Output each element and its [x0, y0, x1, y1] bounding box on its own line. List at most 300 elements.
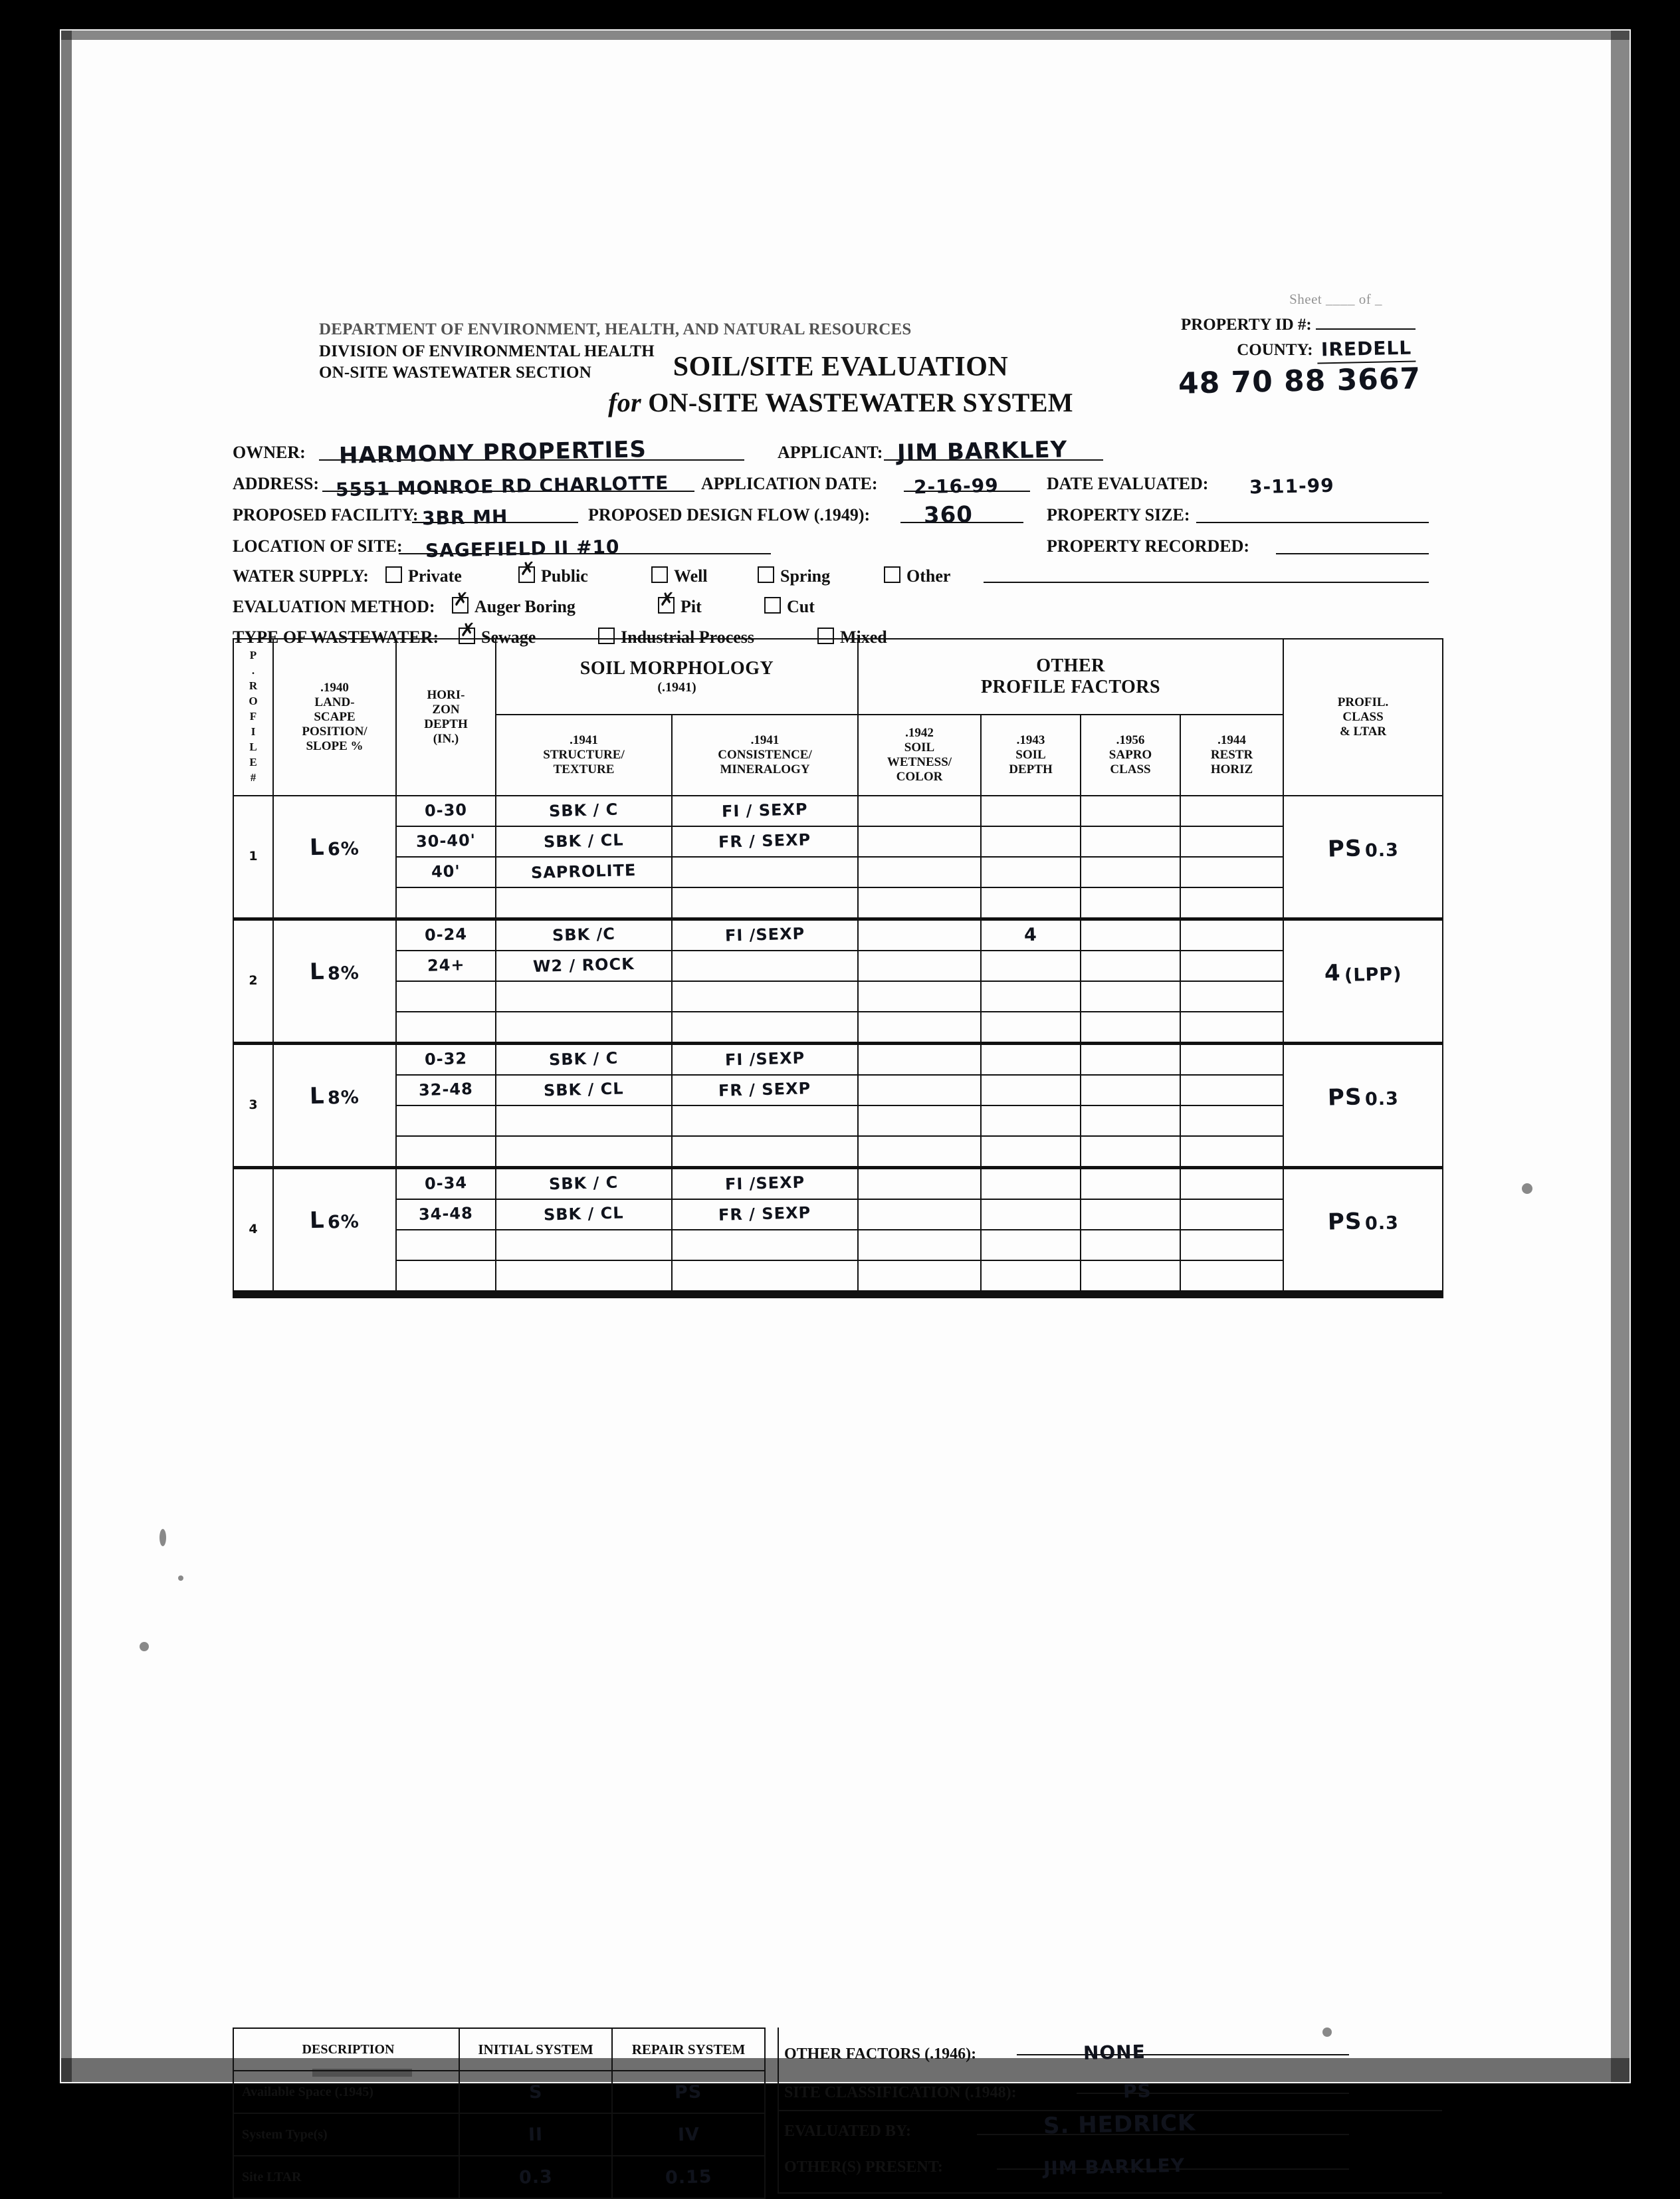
evaluation-method-option-cut[interactable]: [764, 597, 815, 617]
table-row: [233, 1044, 1443, 1076]
evaluated-by-value[interactable]: S. HEDRICK: [1043, 2109, 1196, 2140]
consistence-l3: MINERALOGY: [720, 762, 810, 776]
group-soil-morphology-title: SOIL MORPHOLOGY: [579, 658, 774, 679]
sapro-cell[interactable]: [1081, 1136, 1180, 1168]
address-value[interactable]: 5551 MONROE RD CHARLOTTE: [335, 471, 669, 501]
soildepth-cell[interactable]: [981, 796, 1081, 826]
horizon-depth-cell[interactable]: [396, 1105, 496, 1136]
wetness-cell[interactable]: [858, 1230, 981, 1260]
wetness-cell[interactable]: [858, 1105, 981, 1136]
property-recorded-underline: [1276, 531, 1429, 554]
summary-divider-bottom: [778, 2192, 1442, 2194]
structure-cell[interactable]: [496, 826, 672, 857]
sapro-cell[interactable]: [1081, 1012, 1180, 1044]
structure-value: SBK / CL: [543, 1203, 625, 1224]
restr-cell[interactable]: [1180, 1199, 1283, 1230]
structure-value: SBK / C: [548, 1048, 619, 1070]
horizon-depth-value: 34-48: [418, 1204, 474, 1224]
property-size-underline: [1196, 500, 1429, 523]
table-row: [233, 826, 1443, 857]
structure-cell[interactable]: [496, 981, 672, 1012]
label-spring: Spring: [780, 566, 831, 586]
consistence-value: FI /SEXP: [724, 924, 805, 945]
sapro-cell[interactable]: [1081, 826, 1180, 857]
structure-value: SBK / CL: [543, 1079, 625, 1100]
wetness-cell[interactable]: [858, 951, 981, 981]
col-profile-header: [233, 639, 273, 796]
wetness-cell[interactable]: [858, 1136, 981, 1168]
wetness-l2: SOIL: [904, 741, 935, 755]
evaluation-method-row: [233, 593, 1449, 624]
summary-repair-cell[interactable]: [612, 2113, 765, 2156]
applicant-value[interactable]: JIM BARKLEY: [896, 436, 1068, 467]
sapro-cell[interactable]: [1081, 951, 1180, 981]
horizon-depth-value: 40': [431, 862, 461, 881]
wetness-cell[interactable]: [858, 1168, 981, 1200]
horizon-l3: DEPTH: [424, 717, 468, 731]
soildepth-l3: DEPTH: [1009, 762, 1053, 776]
consistence-value: FR / SEXP: [718, 1079, 811, 1101]
group-other-sub: PROFILE FACTORS: [980, 677, 1161, 697]
sapro-l2: SAPRO: [1108, 748, 1152, 762]
sapro-cell[interactable]: [1081, 796, 1180, 826]
table-row: [233, 1260, 1443, 1294]
structure-cell[interactable]: [496, 919, 672, 951]
other-factors-row: [778, 2027, 1442, 2066]
table-row: [233, 1075, 1443, 1105]
restr-l3: HORIZ: [1210, 762, 1253, 776]
summary-initial-value: S: [528, 2081, 543, 2103]
structure-cell[interactable]: [496, 887, 672, 919]
profile-landscape-cell: [273, 796, 396, 919]
page-edge-left: [61, 31, 72, 2082]
checkbox-cut[interactable]: [764, 597, 781, 614]
soildepth-cell[interactable]: [981, 919, 1081, 951]
structure-cell[interactable]: [496, 1012, 672, 1044]
profile-ltar-value: 0.3: [1364, 1088, 1399, 1111]
evaluated-by-row: [778, 2105, 1442, 2146]
horizon-depth-cell[interactable]: [396, 1136, 496, 1168]
consistence-cell[interactable]: [672, 1230, 858, 1260]
horizon-depth-value: 30-40': [415, 831, 476, 852]
soildepth-cell[interactable]: [981, 1230, 1081, 1260]
restr-l2: RESTR: [1210, 748, 1253, 762]
structure-cell[interactable]: [496, 1230, 672, 1260]
wetness-cell[interactable]: [858, 1044, 981, 1076]
soildepth-l2: SOIL: [1015, 748, 1046, 762]
col-sapro-header: [1081, 715, 1180, 796]
horizon-depth-cell[interactable]: [396, 1044, 496, 1076]
restr-cell[interactable]: [1180, 1075, 1283, 1105]
horizon-l4: (IN.): [433, 731, 459, 746]
sapro-cell[interactable]: [1081, 1105, 1180, 1136]
horizon-depth-cell[interactable]: [396, 826, 496, 857]
landscape-position[interactable]: L: [309, 1083, 326, 1110]
county-label: COUNTY:: [1237, 340, 1313, 359]
soildepth-cell[interactable]: [981, 1044, 1081, 1076]
sheet-of-label: Sheet ____ of _: [1289, 291, 1382, 307]
site-classification-label: SITE CLASSIFICATION (.1948):: [784, 2084, 1017, 2101]
summary-repair-cell[interactable]: [612, 2156, 765, 2198]
group-other-profile-factors: [858, 639, 1283, 715]
consistence-cell[interactable]: [672, 1075, 858, 1105]
water-supply-option-public[interactable]: [518, 566, 588, 586]
consistence-value: FI / SEXP: [721, 800, 809, 821]
table-row: [233, 796, 1443, 826]
label-private: Private: [408, 566, 462, 586]
structure-cell[interactable]: [496, 1044, 672, 1076]
summary-repair-value: IV: [677, 2124, 700, 2145]
col-profile-class-header: [1283, 639, 1443, 796]
horizon-depth-cell[interactable]: [396, 1168, 496, 1200]
col-horizon-header: [396, 639, 496, 796]
others-present-value[interactable]: JIM BARKLEY: [1043, 2154, 1186, 2180]
owner-value[interactable]: HARMONY PROPERTIES: [338, 436, 647, 469]
profile-landscape-cell: [273, 1044, 396, 1168]
evaluation-method-option-auger[interactable]: [452, 597, 576, 617]
restr-cell[interactable]: [1180, 826, 1283, 857]
water-supply-option-private[interactable]: [385, 566, 462, 586]
consistence-cell[interactable]: [672, 981, 858, 1012]
evaluated-by-label: EVALUATED BY:: [784, 2123, 911, 2140]
structure-cell[interactable]: [496, 857, 672, 887]
profile-class-cell[interactable]: [1283, 1168, 1443, 1295]
summary-initial-cell[interactable]: [459, 2156, 612, 2198]
horizon-depth-value: 24+: [427, 955, 465, 975]
table-row: [233, 1199, 1443, 1230]
scan-speck: [178, 1575, 183, 1581]
facility-row: [233, 500, 1449, 531]
landscape-l3: SCAPE: [314, 710, 356, 725]
wetness-cell[interactable]: [858, 857, 981, 887]
sapro-cell[interactable]: [1081, 1230, 1180, 1260]
col-soildepth-header: [981, 715, 1081, 796]
soildepth-cell[interactable]: [981, 1012, 1081, 1044]
soildepth-l1: .1943: [1016, 733, 1045, 748]
class-l2: CLASS: [1342, 710, 1384, 725]
restr-cell[interactable]: [1180, 1105, 1283, 1136]
horizon-depth-cell[interactable]: [396, 951, 496, 981]
summary-initial-cell[interactable]: [459, 2071, 612, 2113]
proposed-facility-value[interactable]: 3BR MH: [421, 505, 508, 530]
summary-description: Available Space (.1945): [233, 2071, 459, 2113]
water-supply-option-well[interactable]: [651, 566, 708, 586]
consistence-value: FR / SEXP: [718, 830, 811, 852]
wetness-cell[interactable]: [858, 1075, 981, 1105]
structure-l2: STRUCTURE/: [543, 748, 625, 762]
wetness-cell[interactable]: [858, 1012, 981, 1044]
restr-cell[interactable]: [1180, 1136, 1283, 1168]
profile-number: 3: [233, 1044, 273, 1168]
checkbox-private[interactable]: [385, 566, 402, 583]
horizon-l2: ZON: [432, 703, 460, 717]
structure-cell[interactable]: [496, 1199, 672, 1230]
scan-speck: [159, 1529, 166, 1546]
horizon-depth-cell[interactable]: [396, 1260, 496, 1294]
soildepth-cell[interactable]: [981, 1199, 1081, 1230]
horizon-depth-cell[interactable]: [396, 981, 496, 1012]
restr-cell[interactable]: [1180, 919, 1283, 951]
table-row: [233, 857, 1443, 887]
summary-description: Site LTAR: [233, 2156, 459, 2198]
sapro-cell[interactable]: [1081, 1044, 1180, 1076]
landscape-position[interactable]: L: [309, 959, 326, 986]
soildepth-cell[interactable]: [981, 826, 1081, 857]
profile-class-value: PS: [1327, 1084, 1362, 1112]
horizon-depth-cell[interactable]: [396, 919, 496, 951]
design-flow-label: PROPOSED DESIGN FLOW (.1949):: [588, 505, 871, 524]
site-classification-underline: [1077, 2066, 1349, 2094]
summary-repair-value: 0.15: [665, 2166, 712, 2188]
slope-percent[interactable]: 6%: [327, 1211, 360, 1234]
structure-cell[interactable]: [496, 1136, 672, 1168]
soildepth-cell[interactable]: [981, 1075, 1081, 1105]
col-consistence-header: [672, 715, 858, 796]
soildepth-cell[interactable]: [981, 981, 1081, 1012]
table-row: [233, 1168, 1443, 1200]
wetness-cell[interactable]: [858, 1260, 981, 1294]
structure-l3: TEXTURE: [553, 762, 615, 776]
wetness-cell[interactable]: [858, 1199, 981, 1230]
slope-percent[interactable]: 8%: [327, 1087, 360, 1109]
consistence-l2: CONSISTENCE/: [718, 748, 812, 762]
restr-cell[interactable]: [1180, 796, 1283, 826]
horizon-depth-cell[interactable]: [396, 1075, 496, 1105]
restr-cell[interactable]: [1180, 887, 1283, 919]
other-factors-value[interactable]: NONE: [1083, 2041, 1146, 2064]
application-date-label: APPLICATION DATE:: [701, 474, 878, 493]
landscape-position[interactable]: L: [309, 834, 326, 862]
structure-cell[interactable]: [496, 1075, 672, 1105]
table-row: [233, 919, 1443, 951]
sapro-cell[interactable]: [1081, 1199, 1180, 1230]
label-industrial-process: Industrial Process: [621, 628, 755, 647]
proposed-facility-label: PROPOSED FACILITY:: [233, 505, 419, 524]
group-soil-morphology: [496, 639, 858, 715]
sapro-cell[interactable]: [1081, 857, 1180, 887]
wetness-l3: WETNESS/: [887, 755, 952, 769]
property-id-value[interactable]: 48 70 88 3667: [1178, 362, 1421, 401]
water-supply-other-underline: [984, 560, 1429, 583]
sapro-cell[interactable]: [1081, 1075, 1180, 1105]
owner-row: [233, 437, 1449, 469]
restr-l1: .1944: [1217, 733, 1246, 748]
sapro-cell[interactable]: [1081, 919, 1180, 951]
sapro-l1: .1956: [1116, 733, 1145, 748]
horizon-depth-cell[interactable]: [396, 1199, 496, 1230]
sapro-cell[interactable]: [1081, 887, 1180, 919]
date-evaluated-label: DATE EVALUATED:: [1047, 474, 1209, 493]
col-structure-header: [496, 715, 672, 796]
profile-class-value: PS: [1327, 1208, 1362, 1236]
horizon-depth-cell[interactable]: [396, 1230, 496, 1260]
form-subtitle: [219, 387, 1462, 418]
checkbox-spring[interactable]: [758, 566, 774, 583]
soildepth-cell[interactable]: [981, 1168, 1081, 1200]
label-well: Well: [674, 566, 708, 586]
consistence-cell[interactable]: [672, 1168, 858, 1200]
table-row: [233, 1105, 1443, 1136]
wetness-cell[interactable]: [858, 887, 981, 919]
date-evaluated-value[interactable]: 3-11-99: [1249, 474, 1334, 499]
evaluation-method-option-pit[interactable]: [658, 597, 702, 617]
profile-class-cell[interactable]: [1283, 796, 1443, 919]
horizon-depth-value: 0-24: [424, 925, 468, 945]
consistence-cell[interactable]: [672, 1199, 858, 1230]
landscape-l1: .1940: [320, 681, 349, 695]
profile-class-value: 4: [1324, 960, 1342, 987]
restr-cell[interactable]: [1180, 1044, 1283, 1076]
water-supply-option-other[interactable]: [884, 566, 950, 586]
location-row: [233, 531, 1449, 562]
consistence-cell[interactable]: [672, 826, 858, 857]
structure-value: SBK / CL: [543, 830, 625, 852]
checkbox-auger-boring[interactable]: [452, 597, 469, 614]
property-size-label: PROPERTY SIZE:: [1047, 505, 1190, 524]
wetness-l1: .1942: [905, 726, 934, 741]
other-factors-label: OTHER FACTORS (.1946):: [784, 2045, 977, 2063]
profile-class-cell[interactable]: [1283, 919, 1443, 1044]
profile-ltar-value: (LPP): [1344, 964, 1402, 986]
summary-header-row: [233, 2028, 765, 2071]
horizon-depth-cell[interactable]: [396, 1012, 496, 1044]
label-auger-boring: Auger Boring: [474, 597, 576, 616]
summary-initial-cell[interactable]: [459, 2113, 612, 2156]
table-row: [233, 981, 1443, 1012]
checkbox-pit[interactable]: [658, 597, 675, 614]
type-wastewater-label: TYPE OF WASTEWATER:: [233, 628, 439, 647]
property-recorded-label: PROPERTY RECORDED:: [1047, 536, 1250, 556]
consistence-cell[interactable]: [672, 857, 858, 887]
structure-value: SAPROLITE: [530, 861, 637, 883]
agency-line-1: DEPARTMENT OF ENVIRONMENT, HEALTH, AND NATURAL RESOURCES: [319, 320, 912, 338]
summary-repair-cell[interactable]: [612, 2071, 765, 2113]
application-date-value[interactable]: 2-16-99: [913, 474, 999, 499]
soildepth-value: 4: [1023, 925, 1038, 946]
restr-cell[interactable]: [1180, 1012, 1283, 1044]
location-value[interactable]: SAGEFIELD II #10: [425, 535, 620, 562]
consistence-cell[interactable]: [672, 919, 858, 951]
summary-initial-value: 0.3: [518, 2166, 553, 2188]
profile-ltar-value: 0.3: [1364, 840, 1399, 862]
restr-cell[interactable]: [1180, 857, 1283, 887]
sapro-l3: CLASS: [1110, 762, 1151, 776]
wetness-cell[interactable]: [858, 919, 981, 951]
structure-cell[interactable]: [496, 1105, 672, 1136]
restr-cell[interactable]: [1180, 951, 1283, 981]
slope-percent[interactable]: 8%: [327, 963, 360, 985]
table-row: [233, 887, 1443, 919]
wetness-cell[interactable]: [858, 796, 981, 826]
consistence-value: FI /SEXP: [724, 1048, 805, 1070]
group-other-title: OTHER: [1036, 655, 1105, 676]
col-restr-header: [1180, 715, 1283, 796]
others-present-label: OTHER(S) PRESENT:: [784, 2158, 943, 2176]
sapro-cell[interactable]: [1081, 981, 1180, 1012]
scan-speck: [140, 1642, 149, 1651]
restr-cell[interactable]: [1180, 1260, 1283, 1294]
slope-percent[interactable]: 6%: [327, 838, 360, 861]
soildepth-cell[interactable]: [981, 857, 1081, 887]
consistence-cell[interactable]: [672, 1012, 858, 1044]
table-row: [233, 1012, 1443, 1044]
structure-value: SBK / C: [548, 800, 619, 821]
soildepth-cell[interactable]: [981, 887, 1081, 919]
horizon-depth-cell[interactable]: [396, 796, 496, 826]
profile-class-cell[interactable]: [1283, 1044, 1443, 1168]
table-header-group-row: [233, 639, 1443, 715]
sapro-cell[interactable]: [1081, 1168, 1180, 1200]
horizon-l1: HORI-: [427, 688, 465, 703]
profile-ltar-value: 0.3: [1364, 1213, 1399, 1235]
structure-cell[interactable]: [496, 796, 672, 826]
structure-l1: .1941: [570, 733, 598, 748]
summary-initial-value: II: [528, 2124, 544, 2145]
restr-cell[interactable]: [1180, 1168, 1283, 1200]
structure-value: W2 / ROCK: [532, 955, 635, 977]
structure-value: SBK /C: [552, 924, 616, 945]
county-value[interactable]: IREDELL: [1316, 335, 1416, 364]
wetness-cell[interactable]: [858, 981, 981, 1012]
others-present-row: [778, 2146, 1442, 2184]
design-flow-value[interactable]: 360: [923, 501, 974, 529]
structure-cell[interactable]: [496, 1168, 672, 1200]
landscape-position[interactable]: L: [309, 1207, 326, 1234]
water-supply-option-spring[interactable]: [758, 566, 830, 586]
consistence-cell[interactable]: [672, 796, 858, 826]
profile-class-value: PS: [1327, 835, 1362, 864]
checkbox-other[interactable]: [884, 566, 900, 583]
summary-col-repair: REPAIR SYSTEM: [612, 2028, 765, 2071]
soildepth-cell[interactable]: [981, 1136, 1081, 1168]
soildepth-cell[interactable]: [981, 1260, 1081, 1294]
soildepth-cell[interactable]: [981, 1105, 1081, 1136]
sapro-cell[interactable]: [1081, 1260, 1180, 1294]
wetness-l4: COLOR: [896, 769, 943, 784]
structure-cell[interactable]: [496, 951, 672, 981]
restr-cell[interactable]: [1180, 1230, 1283, 1260]
summary-description: System Type(s): [233, 2113, 459, 2156]
notes-section: [778, 2027, 1442, 2184]
soil-profile-table: [233, 638, 1443, 1298]
table-row: [233, 1230, 1443, 1260]
soildepth-cell[interactable]: [981, 951, 1081, 981]
label-public: Public: [541, 566, 588, 586]
structure-cell[interactable]: [496, 1260, 672, 1294]
horizon-depth-cell[interactable]: [396, 857, 496, 887]
consistence-value: FI /SEXP: [724, 1173, 805, 1194]
evaluation-method-label: EVALUATION METHOD:: [233, 597, 435, 616]
owner-label: OWNER:: [233, 443, 306, 462]
consistence-cell[interactable]: [672, 1136, 858, 1168]
consistence-cell[interactable]: [672, 1105, 858, 1136]
summary-row: [233, 2156, 765, 2198]
profile-landscape-cell: [273, 919, 396, 1044]
consistence-cell[interactable]: [672, 887, 858, 919]
wetness-cell[interactable]: [858, 826, 981, 857]
agency-line-2: DIVISION OF ENVIRONMENTAL HEALTH: [319, 342, 655, 360]
horizon-depth-cell[interactable]: [396, 887, 496, 919]
checkbox-public[interactable]: [518, 566, 535, 583]
consistence-cell[interactable]: [672, 1260, 858, 1294]
checkbox-well[interactable]: [651, 566, 668, 583]
consistence-cell[interactable]: [672, 951, 858, 981]
site-classification-value[interactable]: PS: [1122, 2079, 1152, 2103]
restr-cell[interactable]: [1180, 981, 1283, 1012]
landscape-l2: LAND-: [314, 695, 355, 710]
form-subtitle-prefix: for: [608, 388, 641, 417]
consistence-cell[interactable]: [672, 1044, 858, 1076]
